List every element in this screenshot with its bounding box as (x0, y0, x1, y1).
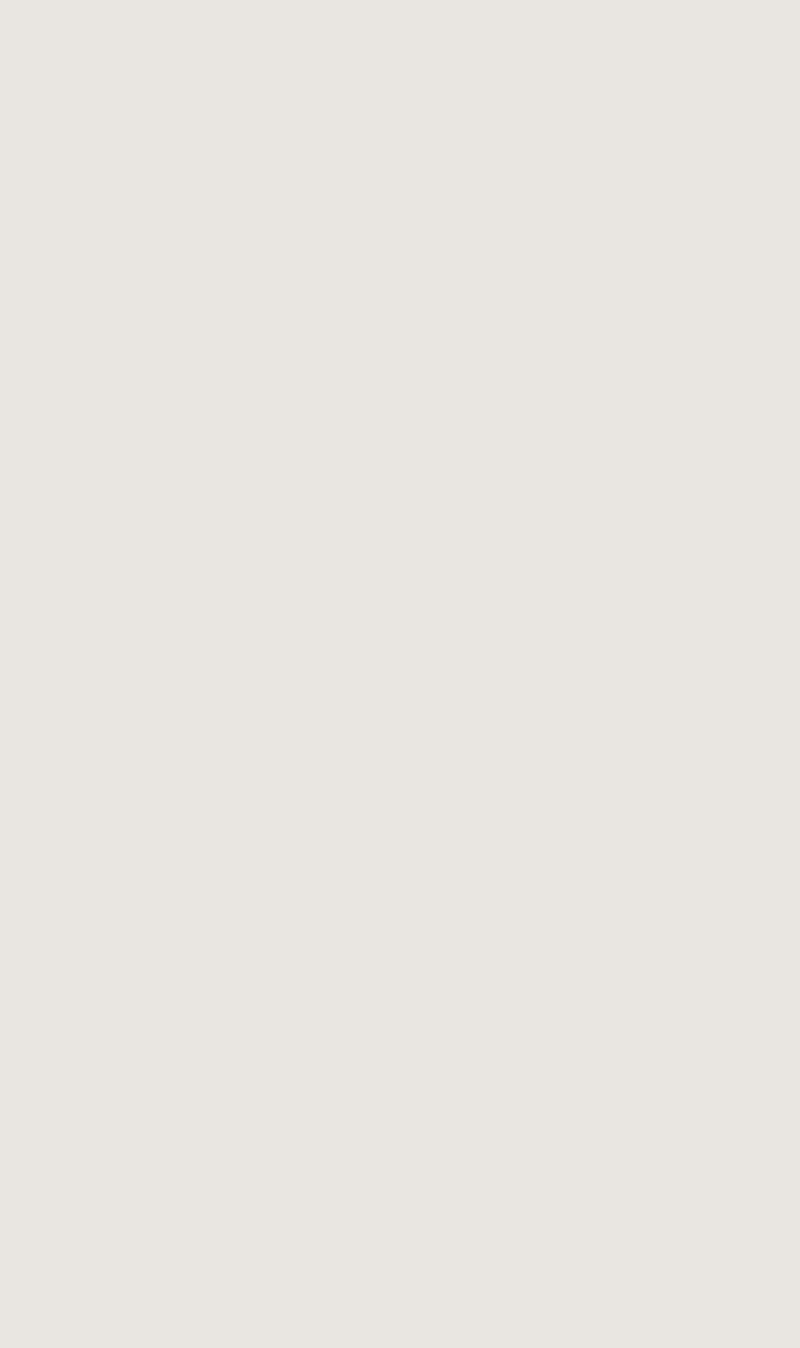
table-row (0, 382, 800, 404)
table-row (0, 406, 800, 428)
table-row (0, 358, 800, 380)
